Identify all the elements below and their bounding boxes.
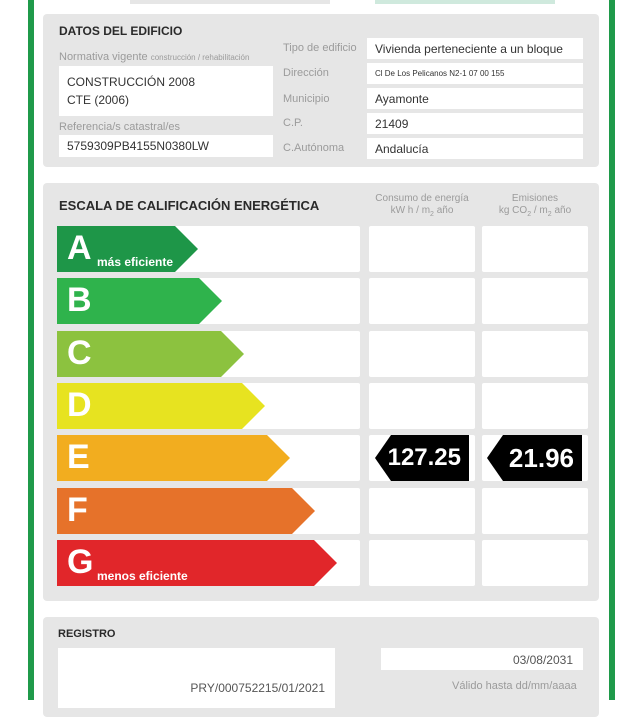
grade-a-bar <box>57 226 198 272</box>
municipio-label: Municipio <box>283 93 330 105</box>
top-cut-bar <box>375 0 555 4</box>
consumo-cell-b <box>369 278 475 324</box>
grade-g-bar <box>57 540 337 586</box>
cp-label: C.P. <box>283 117 303 129</box>
grade-f-bar <box>57 488 315 534</box>
grade-d-bar <box>57 383 265 429</box>
normativa-line-1: CONSTRUCCIÓN 2008 <box>67 75 196 89</box>
emisiones-cell-g <box>482 540 588 586</box>
tipo-value: Vivienda perteneciente a un bloque <box>367 38 583 59</box>
grade-a-note: más eficiente <box>97 255 174 269</box>
autonoma-label: C.Autónoma <box>283 142 345 154</box>
emisiones-cell-b <box>482 278 588 324</box>
consumo-cell-d <box>369 383 475 429</box>
referencia-label: Referencia/s catastral/es <box>59 121 181 133</box>
registro-title: REGISTRO <box>58 628 116 640</box>
emisiones-value-indicator <box>487 435 582 481</box>
grade-c-letter: C <box>67 334 92 372</box>
emisiones-column-header: Emisiones kg $CO_2 / m_2$ año <box>498 193 572 218</box>
grade-b-bar <box>57 278 222 324</box>
tipo-label: Tipo de edificio <box>283 42 357 54</box>
normativa-label: Normativa vigente construcción / rehabilitación <box>59 51 250 63</box>
normativa-box <box>59 66 273 116</box>
registro-number: PRY/000752215/01/2021 <box>58 648 335 708</box>
valid-until-label: Válido hasta dd/mm/aaaa <box>452 680 577 692</box>
grade-f-letter: F <box>67 491 88 529</box>
building-data-panel <box>43 14 599 167</box>
consumo-value: 127.25 <box>387 444 461 471</box>
registro-panel <box>43 617 599 717</box>
grade-b-letter: B <box>67 281 92 319</box>
consumo-column-header: Consumo de energía kW h / $m_2$ año <box>375 193 469 218</box>
building-data-title: DATOS DEL EDIFICIO <box>59 24 183 38</box>
autonoma-value: Andalucía <box>367 138 583 159</box>
grade-a-letter: A <box>67 229 92 267</box>
direccion-label: Dirección <box>283 67 329 79</box>
energy-scale-title: ESCALA DE CALIFICACIÓN ENERGÉTICA <box>59 198 320 213</box>
emisiones-cell-f <box>482 488 588 534</box>
consumo-cell-f <box>369 488 475 534</box>
emisiones-cell-a <box>482 226 588 272</box>
consumo-cell-g <box>369 540 475 586</box>
consumo-value-indicator <box>375 435 469 481</box>
normativa-line-2: CTE (2006) <box>67 93 130 107</box>
grade-c-bar <box>57 331 244 377</box>
grade-g-letter: G <box>67 543 94 581</box>
cp-value: 21409 <box>367 113 583 134</box>
grade-e-bar <box>57 435 290 481</box>
direccion-value: Cl De Los Pelicanos N2-1 07 00 155 <box>367 63 583 84</box>
emisiones-cell-c <box>482 331 588 377</box>
emisiones-value: 21.96 <box>508 443 574 473</box>
consumo-cell-c <box>369 331 475 377</box>
grade-d-letter: D <box>67 386 92 424</box>
valid-until-value: 03/08/2031 <box>381 648 583 670</box>
grade-g-note: menos eficiente <box>97 569 188 583</box>
left-border-line <box>28 0 34 700</box>
emisiones-cell-d <box>482 383 588 429</box>
referencia-value: 5759309PB4155N0380LW <box>59 135 273 157</box>
municipio-value: Ayamonte <box>367 88 583 109</box>
top-cut-bar <box>130 0 330 4</box>
energy-scale-panel <box>43 183 599 601</box>
consumo-cell-a <box>369 226 475 272</box>
right-border-line <box>609 0 615 700</box>
grade-e-letter: E <box>67 438 90 476</box>
